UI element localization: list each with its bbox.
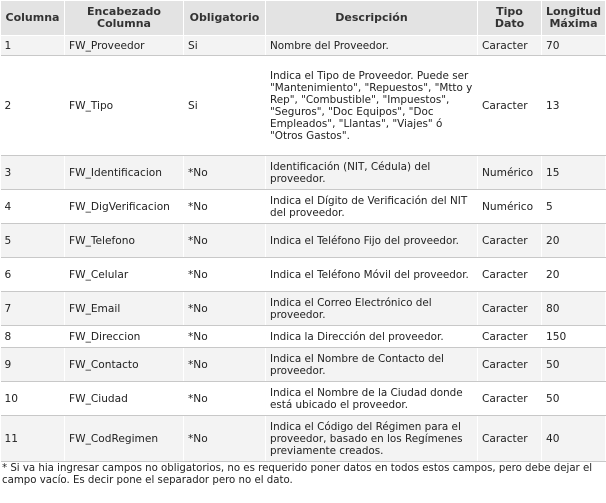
cell-tipo-dato: Caracter	[478, 36, 542, 56]
cell-descripcion: Indica el Nombre de Contacto del proveedor.	[266, 348, 478, 382]
cell-descripcion: Indica la Dirección del proveedor.	[266, 326, 478, 348]
cell-obligatorio: Si	[184, 36, 266, 56]
cell-obligatorio: *No	[184, 348, 266, 382]
cell-encabezado: FW_DigVerificacion	[65, 190, 184, 224]
cell-longitud: 50	[542, 382, 606, 416]
cell-encabezado: FW_CodRegimen	[65, 416, 184, 462]
cell-tipo-dato: Caracter	[478, 56, 542, 156]
cell-obligatorio: *No	[184, 156, 266, 190]
cell-obligatorio: *No	[184, 292, 266, 326]
cell-longitud: 20	[542, 224, 606, 258]
cell-columna: 10	[1, 382, 65, 416]
cell-encabezado: FW_Celular	[65, 258, 184, 292]
table-row	[1, 36, 606, 56]
cell-longitud: 150	[542, 326, 606, 348]
cell-encabezado: FW_Email	[65, 292, 184, 326]
cell-columna: 4	[1, 190, 65, 224]
table-row	[1, 224, 606, 258]
table-row	[1, 326, 606, 348]
cell-columna: 6	[1, 258, 65, 292]
table-row	[1, 416, 606, 462]
cell-descripcion: Indica el Teléfono Móvil del proveedor.	[266, 258, 478, 292]
cell-columna: 2	[1, 56, 65, 156]
header-row	[1, 1, 606, 36]
cell-columna: 8	[1, 326, 65, 348]
cell-encabezado: FW_Identificacion	[65, 156, 184, 190]
table-row	[1, 156, 606, 190]
cell-tipo-dato: Caracter	[478, 348, 542, 382]
header-descripcion: Descripción	[266, 1, 478, 36]
cell-columna: 7	[1, 292, 65, 326]
cell-descripcion: Identificación (NIT, Cédula) del proveedor.	[266, 156, 478, 190]
cell-descripcion: Indica el Tipo de Proveedor. Puede ser "Mantenimiento", "Repuestos", "Mtto y Rep", "Combustible", "Impuestos", "Seguros", "Doc Equipos", "Doc Empleados", "Llantas", "Viajes" ó "Otros Gastos".	[266, 56, 478, 156]
cell-longitud: 5	[542, 190, 606, 224]
table-row	[1, 292, 606, 326]
header-obligatorio: Obligatorio	[184, 1, 266, 36]
cell-descripcion: Nombre del Proveedor.	[266, 36, 478, 56]
cell-descripcion: Indica el Nombre de la Ciudad donde está ubicado el proveedor.	[266, 382, 478, 416]
cell-longitud: 20	[542, 258, 606, 292]
cell-tipo-dato: Caracter	[478, 292, 542, 326]
cell-tipo-dato: Numérico	[478, 156, 542, 190]
cell-obligatorio: *No	[184, 326, 266, 348]
cell-encabezado: FW_Ciudad	[65, 382, 184, 416]
cell-longitud: 15	[542, 156, 606, 190]
cell-encabezado: FW_Contacto	[65, 348, 184, 382]
cell-longitud: 70	[542, 36, 606, 56]
cell-columna: 11	[1, 416, 65, 462]
cell-longitud: 80	[542, 292, 606, 326]
cell-tipo-dato: Numérico	[478, 190, 542, 224]
cell-descripcion: Indica el Código del Régimen para el proveedor, basado en los Regímenes previamente creados.	[266, 416, 478, 462]
cell-obligatorio: *No	[184, 382, 266, 416]
cell-encabezado: FW_Tipo	[65, 56, 184, 156]
cell-columna: 3	[1, 156, 65, 190]
cell-tipo-dato: Caracter	[478, 326, 542, 348]
cell-descripcion: Indica el Correo Electrónico del proveedor.	[266, 292, 478, 326]
table-row	[1, 56, 606, 156]
cell-encabezado: FW_Direccion	[65, 326, 184, 348]
cell-tipo-dato: Caracter	[478, 258, 542, 292]
cell-encabezado: FW_Telefono	[65, 224, 184, 258]
cell-obligatorio: Si	[184, 56, 266, 156]
cell-obligatorio: *No	[184, 416, 266, 462]
cell-longitud: 40	[542, 416, 606, 462]
cell-tipo-dato: Caracter	[478, 416, 542, 462]
cell-obligatorio: *No	[184, 190, 266, 224]
table-row	[1, 190, 606, 224]
footnote: * Si va hia ingresar campos no obligatorios, no es requerido poner datos en todos estos campos, pero debe dejar el campo vacío. Es decir pone el separador pero no el dato.	[2, 463, 593, 486]
cell-columna: 1	[1, 36, 65, 56]
cell-tipo-dato: Caracter	[478, 382, 542, 416]
cell-descripcion: Indica el Teléfono Fijo del proveedor.	[266, 224, 478, 258]
table-row	[1, 382, 606, 416]
header-encabezado: Encabezado Columna	[65, 1, 184, 36]
cell-encabezado: FW_Proveedor	[65, 36, 184, 56]
cell-tipo-dato: Caracter	[478, 224, 542, 258]
header-tipo-dato: Tipo Dato	[478, 1, 542, 36]
cell-longitud: 13	[542, 56, 606, 156]
table-row	[1, 348, 606, 382]
cell-obligatorio: *No	[184, 258, 266, 292]
cell-columna: 5	[1, 224, 65, 258]
cell-longitud: 50	[542, 348, 606, 382]
header-columna: Columna	[1, 1, 65, 36]
cell-columna: 9	[1, 348, 65, 382]
header-longitud: Longitud Máxima	[542, 1, 606, 36]
cell-obligatorio: *No	[184, 224, 266, 258]
cell-descripcion: Indica el Dígito de Verificación del NIT del proveedor.	[266, 190, 478, 224]
table-row	[1, 258, 606, 292]
